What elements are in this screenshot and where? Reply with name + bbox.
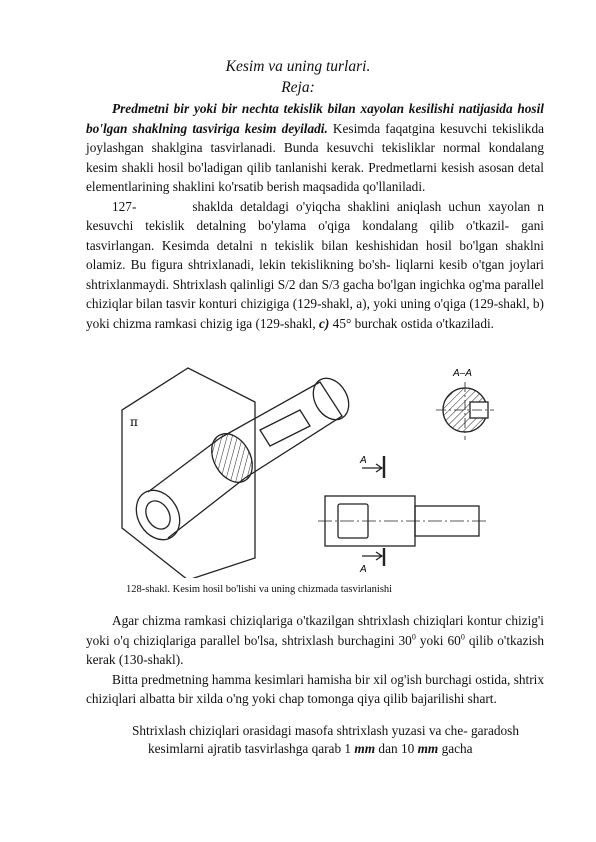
figure-number: 127- (112, 198, 137, 214)
shaft-edge-bottom (168, 478, 245, 538)
hatch-angle-text-c: qilib o'tkazish kerak (130-shakl). (86, 632, 544, 667)
paragraph-127-text-b: 45° burchak ostida o'tkaziladi. (332, 315, 494, 331)
hatch-angle-text-b: yoki 60 (415, 632, 461, 648)
hatch-angle-text-a: Agar chizma ramkasi chiziqlariga o'tkazilgan shtrixlash chiziqlari kontur chizig'i yoki o'q chiziqlariga parallel bo'lsa, shtrixlash burchagini 30 (86, 613, 544, 648)
paragraph-spacing-line1: Shtrixlash chiziqlari orasidagi masofa shtrixlash yuzasi va che- garadosh (132, 723, 519, 738)
paragraph-same-angle: Bitta predmetning hamma kesimlari hamisha bir xil og'ish burchagi ostida, shtrix chiziqlari albatta bir xilda o'ng yoki chap tomonga qiya qilib bajarilishi shart. (86, 671, 544, 706)
paragraph-127-text-a: shaklda detaldagi o'yiqcha shaklini aniqlash uchun xayolan n kesuvchi tekislik detalning bo'ylama o'qiga kondalang qilib o'tkazil- gani tasvirlangan. Kesimda detalni n tekislik bilan keshishidan hosil bo'lgan shaklni olamiz. Bu figura shtrixlanadi, lekin tekislikning bo'sh- liqlarni kesib o'tgan joylari shtrixlanmaydi. Shtrixlash qalinligi S/2 dan S/3 gacha bo'lgan ingichka og'ma parallel chiziqlar bilan tasvir konturi chizigiga (129-shakl, a), yoki uning o'qiga (129-shakl, b) yoki chizma ramkasi chizig iga (129-shakl, (86, 198, 544, 331)
degree-sup-1: 0 (411, 632, 416, 642)
paragraph-figure-127 (86, 197, 544, 334)
body-text-2 (86, 611, 544, 709)
unit-mm-2: mm (417, 741, 439, 756)
shaft-end-face (128, 482, 189, 547)
paragraph-hatch-angle (86, 611, 544, 670)
paragraph-spacing-line2 (148, 740, 568, 758)
document-subtitle: Reja: (281, 79, 315, 96)
spacing-text-b: dan 10 (375, 741, 418, 756)
degree-sup-2: 0 (460, 632, 465, 642)
spacing-text-c: gacha (438, 741, 473, 756)
figure-128 (110, 360, 498, 578)
definition-bold: Predmetni bir yoki bir nechta tekislik bilan xayolan kesilishi natijasida hosil bo'lgan shaklning tasviriga kesim deyiladi. (86, 101, 544, 136)
shaft-bore (141, 497, 175, 534)
unit-mm-1: mm (354, 741, 376, 756)
paragraph-127-c: c) (319, 315, 330, 331)
shaft-edge-top (148, 438, 220, 492)
section-ellipse (203, 426, 260, 489)
body-text (86, 99, 544, 333)
spacing-text-a: kesimlarni ajratib tasvirlashga qarab 1 (148, 741, 355, 756)
definition-rest: Kesimda faqatgina kesuvchi tekislikda joylashgan shaklgina tasvirlanadi. Bunda kesuvchi tekisliklar normal kondalang kesim shakli hosil bo'ladigan qilib tanlanishi kerak. Predmetlarni kesish asosan detal elementlarining shaklini ko'rsatib berish maqsadida qo'llaniladi. (86, 120, 544, 194)
arrow-label-a-top: A (360, 455, 367, 466)
document-title: Kesim va uning turlari. (225, 58, 371, 75)
figure-caption: 128-shakl. Kesim hosil bo'lishi va uning chizmada tasvirlanishi (126, 584, 393, 595)
plane-label-pi: π (130, 415, 138, 429)
arrow-a-bottom (362, 552, 382, 560)
arrow-label-a-bottom: A (360, 564, 367, 575)
section-label-aa: A–A (453, 368, 472, 379)
paragraph-definition (86, 99, 544, 197)
